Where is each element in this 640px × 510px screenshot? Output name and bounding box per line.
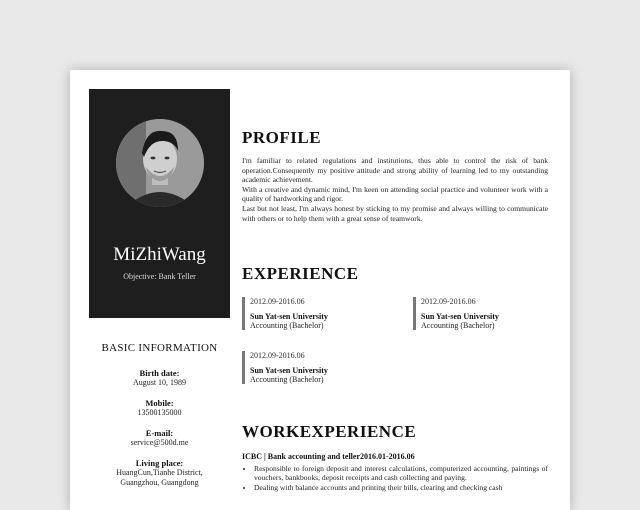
work-duty: • Responsible to foreign deposit and interest calculations, computerized accounting, paintings of vouchers, bankbooks, deposit receipts and cash collecting and paying. — [254, 464, 548, 483]
experience-date: 2012.09-2016.06 — [250, 351, 305, 360]
profile-paragraph: Last but not least, I'm always honest by sticking to my promise and always willing to communicate with others or to help them with a great sense of teamwork. — [242, 203, 548, 223]
profile-paragraph: With a creative and dynamic mind, I'm keen on attending social practice and volunteer work with a quality of hardworking and rigor. — [242, 184, 548, 204]
work-experience — [242, 452, 548, 492]
experience-item — [242, 351, 370, 384]
experience-school: Sun Yat-sen University — [421, 312, 499, 321]
experience-school: Sun Yat-sen University — [250, 366, 328, 375]
field-label: Birth date: — [139, 368, 180, 378]
work-heading: ICBC | Bank accounting and teller2016.01-2016.06 — [242, 452, 415, 461]
experience-title: EXPERIENCE — [242, 264, 359, 283]
field-value: HuangCun,Tianhe District, Guangzhou, Guangdong — [116, 468, 203, 487]
field-label: E-mail: — [145, 428, 174, 438]
field-email — [89, 428, 230, 448]
experience-item — [413, 297, 541, 330]
work-duty: • Dealing with balance accounts and printing their bills, clearing and checking cash — [254, 483, 548, 493]
field-label: Mobile: — [145, 398, 174, 408]
experience-school: Sun Yat-sen University — [250, 312, 328, 321]
field-living-place — [89, 458, 230, 488]
field-value: 13500135000 — [137, 408, 182, 417]
experience-date: 2012.09-2016.06 — [421, 297, 476, 306]
experience-major: Accounting (Bachelor) — [421, 321, 495, 330]
portrait-icon — [116, 119, 204, 207]
basic-information — [89, 342, 230, 498]
profile-photo — [116, 119, 204, 207]
career-objective: Objective: Bank Teller — [123, 272, 196, 281]
profile-paragraph: I'm familiar to related regulations and institutions, thus able to control the risk of bank operation.Consequently my positive attitude and strong ability of learning led to my outstanding academic achievement. — [242, 156, 548, 185]
profile-title: PROFILE — [242, 128, 322, 147]
profile-text — [242, 156, 548, 223]
work-experience-title: WORKEXPERIENCE — [242, 422, 417, 441]
field-label: Living place: — [135, 458, 184, 468]
experience-major: Accounting (Bachelor) — [250, 321, 324, 330]
field-birth-date — [89, 368, 230, 388]
experience-date: 2012.09-2016.06 — [250, 297, 305, 306]
field-value: service@500d.me — [130, 438, 189, 447]
resume-page — [70, 70, 570, 510]
candidate-name: MiZhiWang — [113, 244, 206, 265]
basic-info-title: BASIC INFORMATION — [101, 342, 218, 354]
work-duties-list — [242, 464, 548, 493]
experience-major: Accounting (Bachelor) — [250, 375, 324, 384]
experience-item — [242, 297, 370, 330]
field-mobile — [89, 398, 230, 418]
profile-card — [89, 89, 230, 318]
field-value: August 10, 1989 — [132, 378, 187, 387]
